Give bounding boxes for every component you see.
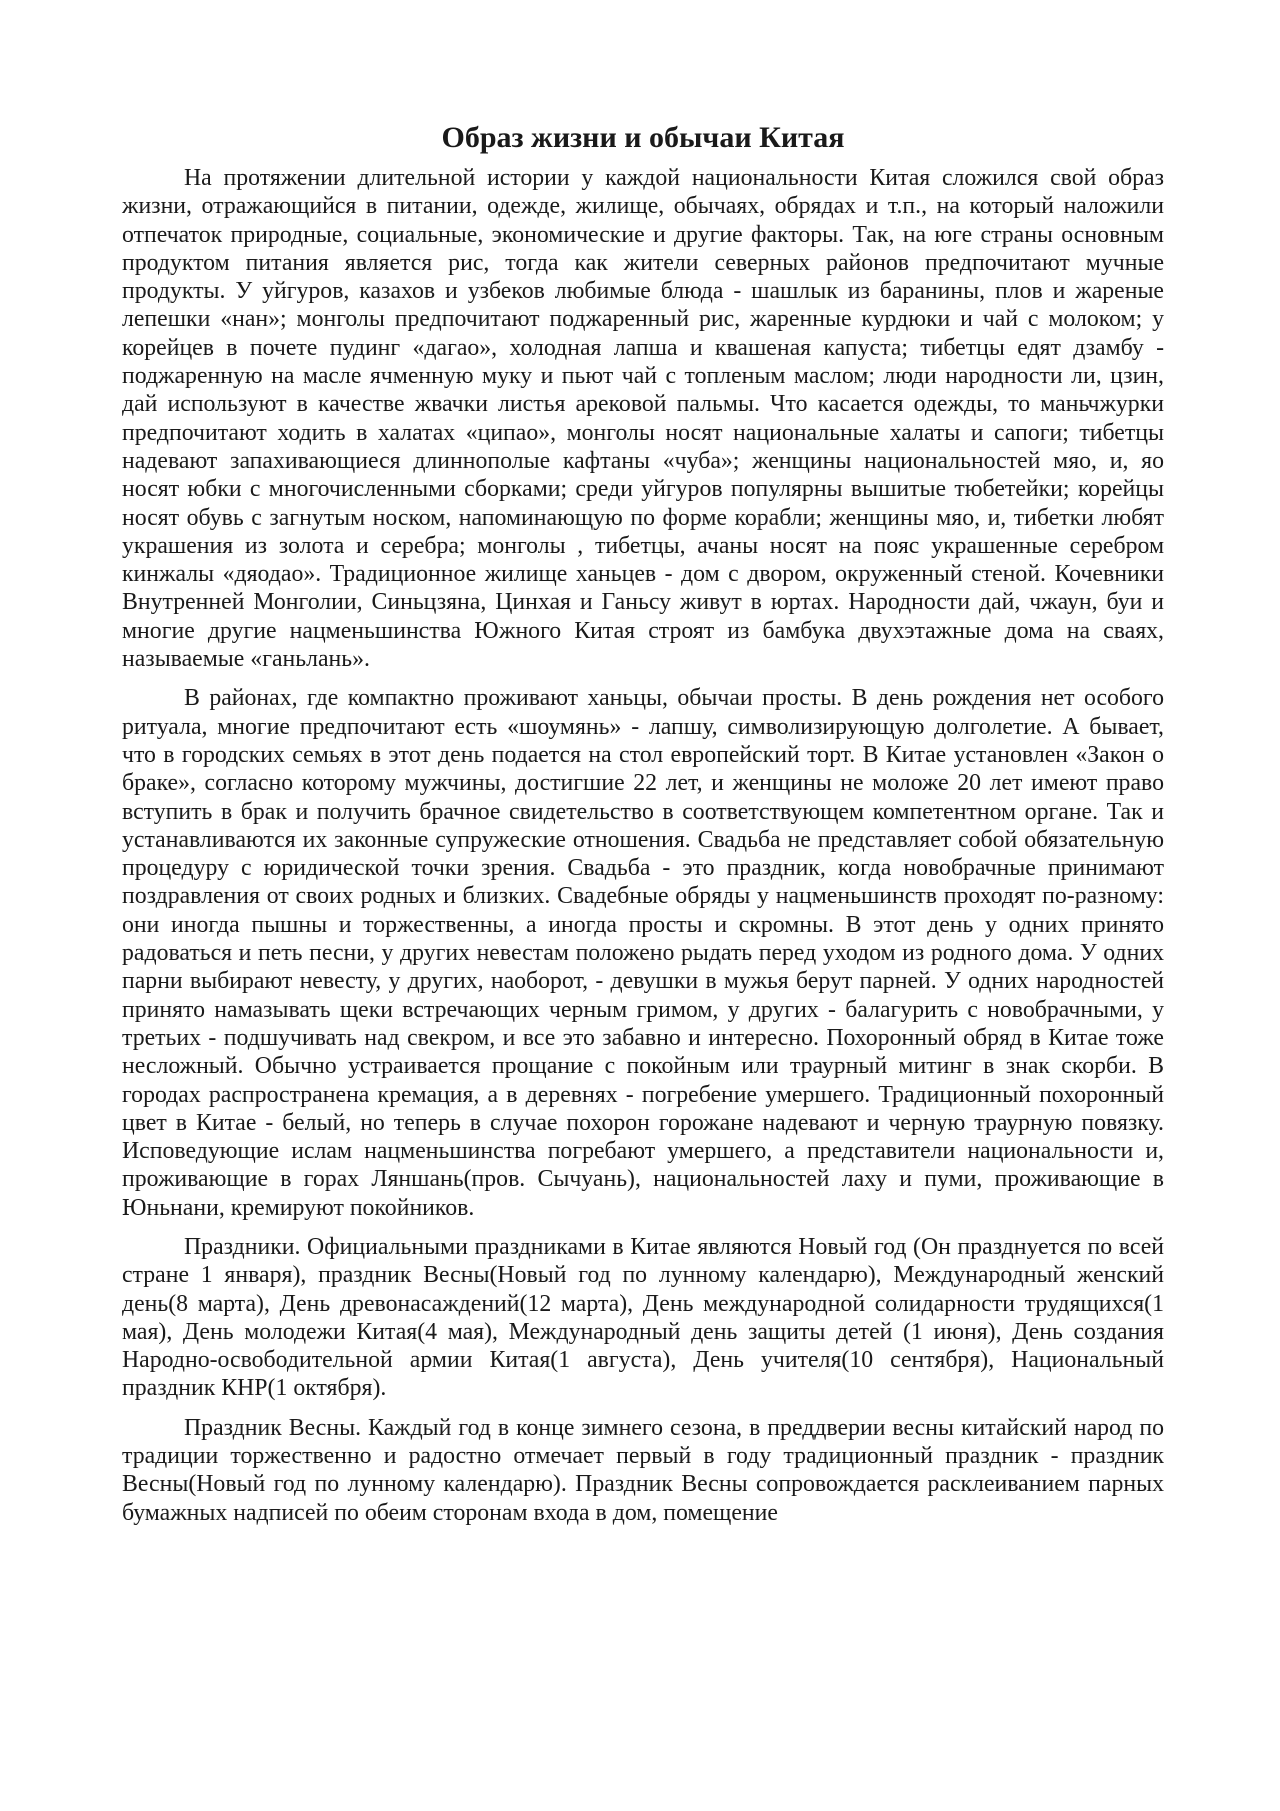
paragraph-holidays: Праздники. Официальными праздниками в Китае являются Новый год (Он празднуется по всей стране 1 января), праздник Весны(Новый год по лунному календарю), Международный женский день(8 марта), День древонасаждений(12 марта), День международной солидарности трудящихся(1 мая), День молодежи Китая(4 мая), Международный день защиты детей (1 июня), День создания Народно-освободительной армии Китая(1 августа), День учителя(10 сентября), Национальный праздник КНР(1 октября). <box>122 1233 1164 1402</box>
paragraph-customs: В районах, где компактно проживают ханьцы, обычаи просты. В день рождения нет особого ритуала, многие предпочитают есть «шоумянь» - лапшу, символизирующую долголетие. А бывает, что в городских семьях в этот день подается на стол европейский торт. В Китае установлен «Закон о браке», согласно которому мужчины, достигшие 22 лет, и женщины не моложе 20 лет имеют право вступить в брак и получить брачное свидетельство в соответствующем компетентном органе. Так и устанавливаются их законные супружеские отношения. Свадьба не представляет собой обязательную процедуру с юридической точки зрения. Свадьба - это праздник, когда новобрачные принимают поздравления от своих родных и близких. Свадебные обряды у нацменьшинств проходят по-разному: они иногда пышны и торжественны, а иногда просты и скромны. В этот день у одних принято радоваться и петь песни, у других невестам положено рыдать перед уходом из родного дома. У одних парни выбирают невесту, у других, наоборот, - девушки в мужья берут парней. У одних народностей принято намазывать щеки встречающих черным гримом, у других - балагурить с новобрачными, у третьих - подшучивать над свекром, и все это забавно и интересно. Похоронный обряд в Китае тоже несложный. Обычно устраивается прощание с покойным или траурный митинг в знак скорби. В городах распространена кремация, а в деревнях - погребение умершего. Традиционный похоронный цвет в Китае - белый, но теперь в случае похорон горожане надевают и черную траурную повязку. Исповедующие ислам нацменьшинства погребают умершего, а представители национальности и, проживающие в горах Ляншань(пров. Сычуань), национальностей лаху и пуми, проживающие в Юньнани, кремируют покойников. <box>122 685 1164 1221</box>
paragraph-spring-festival: Праздник Весны. Каждый год в конце зимнего сезона, в преддверии весны китайский народ по традиции торжественно и радостно отмечает первый в году традиционный праздник - праздник Весны(Новый год по лунному календарю). Праздник Весны сопровождается расклеиванием парных бумажных надписей по обеим сторонам входа в дом, помещение <box>122 1414 1164 1526</box>
paragraph-lifestyle: На протяжении длительной истории у каждой национальности Китая сложился свой образ жизни, отражающийся в питании, одежде, жилище, обычаях, обрядах и т.п., на который наложили отпечаток природные, социальные, экономические и другие факторы. Так, на юге страны основным продуктом питания является рис, тогда как жители северных районов предпочитают мучные продукты. У уйгуров, казахов и узбеков любимые блюда - шашлык из баранины, плов и жареные лепешки «нан»; монголы предпочитают поджаренный рис, жаренные курдюки и чай с молоком; у корейцев в почете пудинг «дагао», холодная лапша и квашеная капуста; тибетцы едят дзамбу - поджаренную на масле ячменную муку и пьют чай с топленым маслом; люди народности ли, цзин, дай используют в качестве жвачки листья арековой пальмы. Что касается одежды, то маньчжурки предпочитают ходить в халатах «ципао», монголы носят национальные халаты и сапоги; тибетцы надевают запахивающиеся длиннополые кафтаны «чуба»; женщины национальностей мяо, и, яо носят юбки с многочисленными сборками; среди уйгуров популярны вышитые тюбетейки; корейцы носят обувь с загнутым носком, напоминающую по форме корабли; женщины мяо, и, тибетки любят украшения из золота и серебра; монголы , тибетцы, ачаны носят на пояс украшенные серебром кинжалы «дяодао». Традиционное жилище ханьцев - дом с двором, окруженный стеной. Кочевники Внутренней Монголии, Синьцзяна, Цинхая и Ганьсу живут в юртах. Народности дай, чжаун, буи и многие другие нацменьшинства Южного Китая строят из бамбука двухэтажные дома на сваях, называемые «ганьлань». <box>122 165 1164 673</box>
document-title: Образ жизни и обычаи Китая <box>441 121 845 154</box>
document-page <box>122 120 1164 1538</box>
